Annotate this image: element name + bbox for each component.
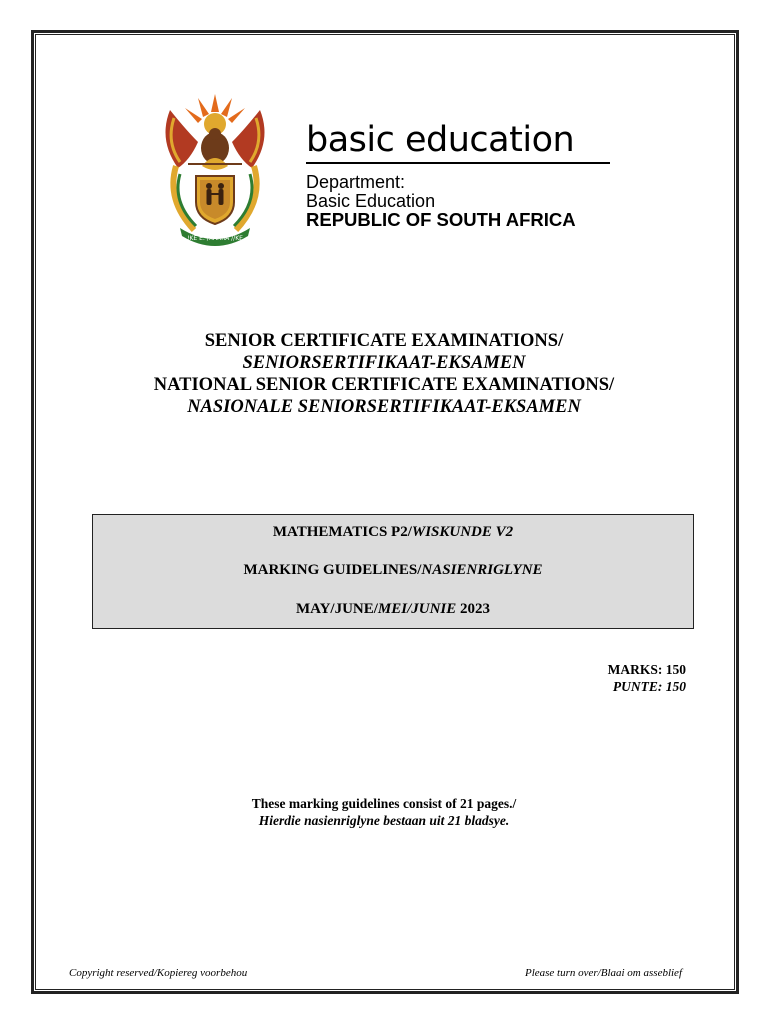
page-count-note — [40, 795, 728, 829]
subject-line — [93, 524, 693, 541]
guidelines-line — [93, 562, 693, 579]
session-en: MAY/JUNE/ — [295, 601, 378, 617]
department-logo — [140, 84, 620, 250]
crest-motto: !KE E: /XARRA //KE — [187, 235, 243, 242]
subject-info-box — [92, 514, 694, 629]
subject-en: MATHEMATICS P2/ — [272, 524, 412, 540]
department-name: Basic Education — [306, 191, 436, 211]
marks-en: MARKS: 150 — [607, 662, 686, 677]
south-africa-coat-of-arms-icon — [150, 90, 280, 248]
session-line — [93, 601, 693, 618]
brand-title: basic education — [306, 120, 575, 160]
page-count-af: Hierdie nasienriglyne bestaan uit 21 bladsye. — [258, 813, 510, 828]
guidelines-en: MARKING GUIDELINES/ — [243, 562, 422, 578]
department-label: Department: — [306, 172, 406, 192]
national-exam-title-af: NASIONALE SENIORSERTIFIKAAT-EKSAMEN — [187, 397, 581, 417]
footer-copyright: Copyright reserved/Kopiereg voorbehou — [69, 967, 248, 979]
country-name: REPUBLIC OF SOUTH AFRICA — [306, 209, 576, 230]
subject-af: WISKUNDE V2 — [411, 524, 514, 540]
footer-turn-over: Please turn over/Blaai om asseblief — [524, 967, 682, 979]
exam-title-en: SENIOR CERTIFICATE EXAMINATIONS/ — [204, 331, 564, 351]
marks-af: PUNTE: 150 — [612, 679, 686, 694]
page-count-en: These marking guidelines consist of 21 pages./ — [251, 796, 517, 811]
guidelines-af: NASIENRIGLYNE — [421, 562, 543, 578]
session-year: 2023 — [456, 601, 491, 617]
session-af: MEI/JUNIE — [377, 601, 457, 617]
national-exam-title-en: NATIONAL SENIOR CERTIFICATE EXAMINATIONS/ — [153, 375, 615, 395]
exam-titles — [40, 330, 728, 418]
brand-divider — [306, 162, 610, 164]
marks-block — [608, 661, 686, 695]
exam-title-af: SENIORSERTIFIKAAT-EKSAMEN — [242, 353, 526, 373]
